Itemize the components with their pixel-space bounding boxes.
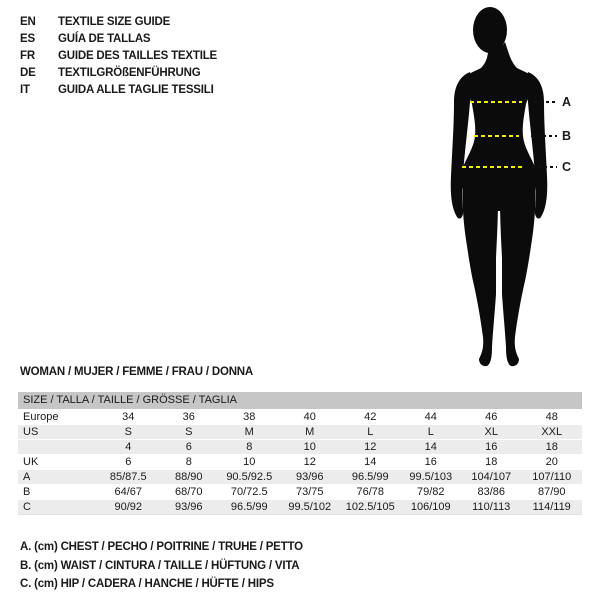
language-title: GUÍA DE TALLAS: [58, 33, 151, 45]
size-cell: 16: [424, 456, 437, 468]
row-cells: [98, 410, 582, 424]
size-table: [18, 392, 582, 515]
language-title: GUIDE DES TAILLES TEXTILE: [58, 50, 217, 62]
size-cell: XXL: [541, 426, 563, 438]
size-table-header: SIZE / TALLA / TAILLE / GRÖSSE / TAGLIA: [18, 392, 582, 409]
size-cell: 34: [122, 411, 135, 423]
size-table-row: [18, 455, 582, 469]
language-code: FR: [20, 50, 35, 62]
row-cells: [98, 470, 582, 484]
waist-marker-label: B: [562, 129, 572, 143]
language-row: [20, 65, 217, 82]
waist-leader-dots: [531, 135, 557, 137]
size-cell: 68/70: [174, 486, 203, 498]
language-code: DE: [20, 67, 36, 79]
size-cell: 14: [424, 441, 437, 453]
size-cell: S: [124, 426, 132, 438]
row-cells: [98, 500, 582, 514]
size-cell: L: [427, 426, 434, 438]
size-cell: 87/90: [537, 486, 566, 498]
size-table-rows: [18, 410, 582, 514]
chest-marker-label: A: [562, 95, 572, 109]
size-cell: 96.5/99: [351, 471, 389, 483]
size-cell: 6: [185, 441, 192, 453]
size-cell: 6: [125, 456, 132, 468]
size-cell: 18: [545, 441, 558, 453]
size-cell: 93/96: [295, 471, 324, 483]
size-cell: 16: [485, 441, 498, 453]
waist-dashed-line: [474, 135, 519, 137]
row-label: Europe: [23, 411, 59, 423]
size-cell: 99.5/102: [288, 501, 332, 513]
language-title: TEXTILGRÖßENFÜHRUNG: [58, 67, 201, 79]
size-table-row: [18, 410, 582, 424]
size-cell: 8: [185, 456, 192, 468]
size-cell: 85/87.5: [109, 471, 147, 483]
size-cell: 99.5/103: [409, 471, 453, 483]
gender-title: WOMAN / MUJER / FEMME / FRAU / DONNA: [20, 366, 254, 378]
language-row: [20, 48, 217, 65]
size-cell: 12: [364, 441, 377, 453]
silhouette-left-leg: [463, 168, 498, 366]
size-cell: 79/82: [416, 486, 445, 498]
size-cell: 36: [182, 411, 195, 423]
size-cell: XL: [484, 426, 498, 438]
size-cell: 96.5/99: [230, 501, 268, 513]
size-cell: M: [244, 426, 254, 438]
size-cell: 20: [545, 456, 558, 468]
size-cell: 70/72.5: [230, 486, 268, 498]
measurement-legend: [20, 538, 303, 594]
chest-leader-dots: [534, 101, 557, 103]
language-row: [20, 14, 217, 31]
language-row: [20, 82, 217, 99]
language-code: EN: [20, 16, 36, 28]
hip-marker-label: C: [562, 160, 572, 174]
size-cell: 42: [364, 411, 377, 423]
size-cell: M: [305, 426, 315, 438]
size-cell: 48: [545, 411, 558, 423]
language-code: ES: [20, 33, 35, 45]
row-label: C: [23, 501, 31, 513]
size-cell: L: [367, 426, 374, 438]
size-cell: 83/86: [477, 486, 506, 498]
row-label: A: [23, 471, 31, 483]
row-cells: [98, 485, 582, 499]
row-cells: [98, 425, 582, 439]
chest-dashed-line: [470, 101, 522, 103]
size-table-row: [18, 440, 582, 454]
hip-dashed-line: [462, 166, 524, 168]
size-cell: 18: [485, 456, 498, 468]
legend-line: A. (cm) CHEST / PECHO / POITRINE / TRUHE / PETTO: [20, 541, 303, 553]
size-cell: 73/75: [295, 486, 324, 498]
legend-line: B. (cm) WAIST / CINTURA / TAILLE / HÜFTUNG / VITA: [20, 559, 300, 572]
size-cell: 110/113: [472, 501, 511, 513]
row-label: [18, 440, 98, 454]
size-cell: 90.5/92.5: [226, 471, 273, 483]
size-table-row: [18, 470, 582, 484]
language-row: [20, 31, 217, 48]
size-cell: 88/90: [174, 471, 203, 483]
size-cell: 4: [125, 441, 132, 453]
language-list: [20, 14, 217, 99]
size-table-row: [18, 500, 582, 514]
size-cell: 8: [246, 441, 253, 453]
size-cell: 76/78: [356, 486, 385, 498]
size-table-row: [18, 485, 582, 499]
size-cell: 38: [243, 411, 256, 423]
size-cell: 90/92: [114, 501, 143, 513]
size-cell: 40: [303, 411, 316, 423]
language-code: IT: [20, 84, 30, 96]
size-cell: 114/119: [532, 501, 571, 513]
size-cell: 10: [243, 456, 256, 468]
size-cell: 106/109: [410, 501, 451, 513]
language-title: TEXTILE SIZE GUIDE: [58, 16, 171, 28]
size-cell: 93/96: [174, 501, 203, 513]
hip-leader-dots: [532, 166, 557, 168]
size-table-row: [18, 425, 582, 439]
size-cell: 44: [424, 411, 437, 423]
size-cell: 46: [485, 411, 498, 423]
row-label: B: [23, 486, 31, 498]
size-cell: S: [185, 426, 193, 438]
size-cell: 10: [303, 441, 316, 453]
row-label: US: [23, 426, 39, 438]
row-cells: [98, 440, 582, 454]
size-cell: 12: [303, 456, 316, 468]
size-cell: 64/67: [114, 486, 143, 498]
size-cell: 102.5/105: [345, 501, 395, 513]
size-cell: 14: [364, 456, 377, 468]
language-title: GUIDA ALLE TAGLIE TESSILI: [58, 84, 214, 96]
woman-silhouette: [424, 0, 564, 372]
legend-line: C. (cm) HIP / CADERA / HANCHE / HÜFTE / HIPS: [20, 578, 274, 590]
silhouette-right-leg: [500, 168, 535, 366]
size-cell: 107/110: [532, 471, 572, 483]
size-cell: 104/107: [471, 471, 512, 483]
row-label: UK: [23, 456, 39, 468]
row-cells: [98, 455, 582, 469]
